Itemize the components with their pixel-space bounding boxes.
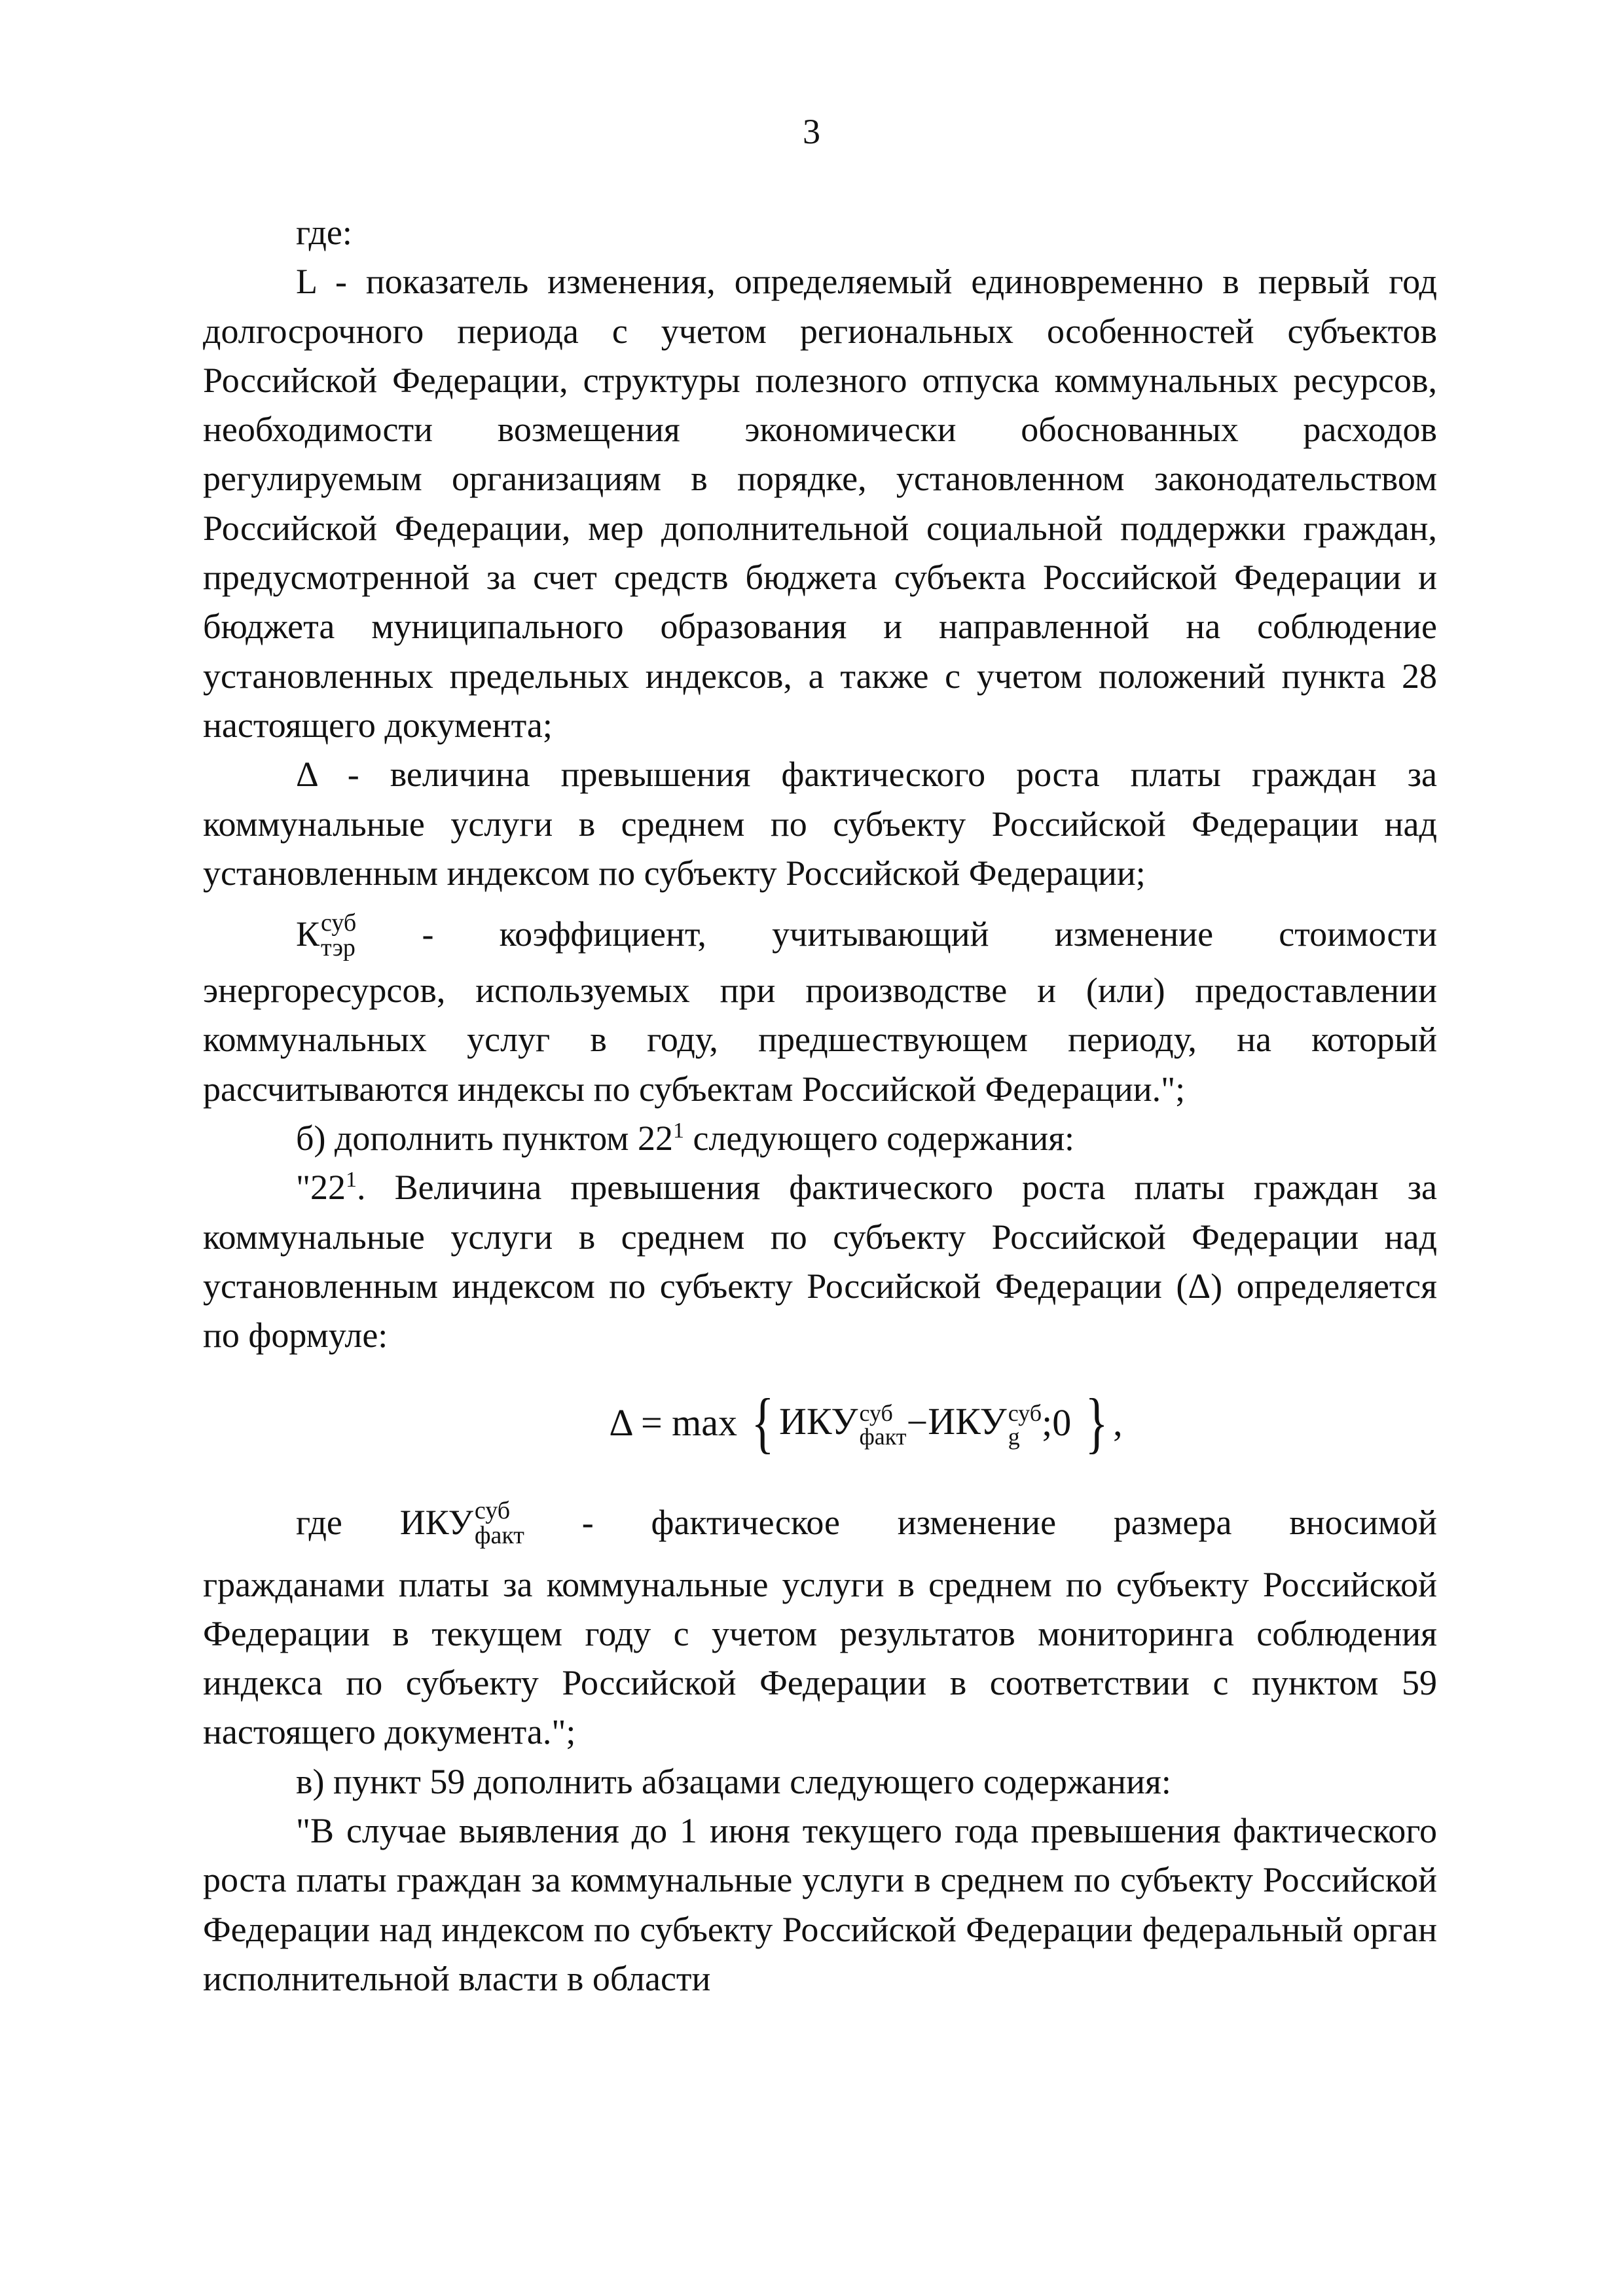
iku-word: изменение (897, 1502, 1057, 1542)
iku-where: где (296, 1502, 342, 1542)
iku-word: вносимой (1289, 1502, 1437, 1542)
k-subscript: тэр (321, 933, 356, 961)
iku-word: размера (1113, 1502, 1232, 1542)
paragraph-last: "В случае выявления до 1 июня текущего года превышения фактического роста платы граждан за коммунальные услуги в среднем по субъекту Российской Федерации над индексом по субъекту Российской Федерации федеральный орган исполнительной власти в области (203, 1811, 1437, 1998)
page-number: 3 (803, 112, 820, 151)
paragraph-22-1: "$22^1$. Величина превышения фактического роста платы граждан за коммунальные услуги в среднем по субъекту Российской Федерации над установленным индексом по субъекту Российской Федерации (Δ) определяется по формуле: (203, 1168, 1437, 1355)
paragraph-L-definition: L - показатель изменения, определяемый единовременно в первый год долгосрочного периода с учетом региональных особенностей субъектов Российской Федерации, структуры полезного отпуска коммунальных ресурсов, необходимости возмещения экономически обоснованных расходов регулируемым организациям в порядке, установленном законодательством Российской Федерации, мер дополнительной социальной поддержки граждан, предусмотренной за счет средств бюджета субъекта Российской Федерации и бюджета муниципального образования и направленной на соблюдение установленных предельных индексов, а также с учетом положений пункта 28 настоящего документа; (203, 262, 1437, 745)
paragraph-v: в) пункт 59 дополнить абзацами следующего содержания: (296, 1761, 1171, 1801)
formula-end: , (1113, 1401, 1123, 1444)
formula-term-1: ИКУ суб факт (778, 1399, 907, 1450)
formula-open-brace: { (751, 1384, 775, 1460)
iku-subscript: факт (474, 1522, 524, 1550)
paragraph-b: б) дополнить пунктом $22^1$ следующего содержания: (296, 1119, 1075, 1158)
k-word: коэффициент, (499, 914, 706, 954)
document-body (203, 208, 1437, 2003)
formula-lhs: Δ = max (609, 1401, 738, 1444)
formula-close-brace: } (1085, 1384, 1108, 1460)
k-term-row (296, 898, 1437, 966)
k-superscript: суб (321, 908, 357, 937)
formula-minus: − (906, 1401, 928, 1444)
k-dash: - (422, 914, 434, 954)
formula-term-2: ИКУ суб g (928, 1399, 1042, 1450)
paragraph-delta-definition: Δ - величина превышения фактического роста платы граждан за коммунальные услуги в среднем по субъекту Российской Федерации над установленным индексом по субъекту Российской Федерации; (203, 755, 1437, 893)
formula-delta (295, 1361, 1437, 1485)
iku-word: фактическое (651, 1502, 841, 1542)
k-symbol: К суб тэр (296, 908, 357, 961)
k-word: стоимости (1279, 914, 1437, 954)
paragraph-k-continuation: энергоресурсов, используемых при производстве и (или) предоставлении коммунальных услуг в году, предшествующем периоду, на который рассчитываются индексы по субъектам Российской Федерации."; (203, 971, 1437, 1109)
paragraph-iku-continuation: гражданами платы за коммунальные услуги в среднем по субъекту Российской Федерации в текущем году с учетом результатов мониторинга соблюдения индекса по субъекту Российской Федерации в соответствии с пунктом 59 настоящего документа."; (203, 1564, 1437, 1752)
iku-dash: - (581, 1502, 594, 1542)
iku-superscript: суб (474, 1497, 511, 1525)
formula-tail: ;0 (1042, 1401, 1072, 1444)
k-word: учитывающий (772, 914, 989, 954)
paragraph-where: где: (296, 213, 352, 252)
k-word: изменение (1054, 914, 1214, 954)
iku-symbol: ИКУ суб факт (399, 1497, 524, 1550)
iku-term-row (296, 1485, 1437, 1560)
